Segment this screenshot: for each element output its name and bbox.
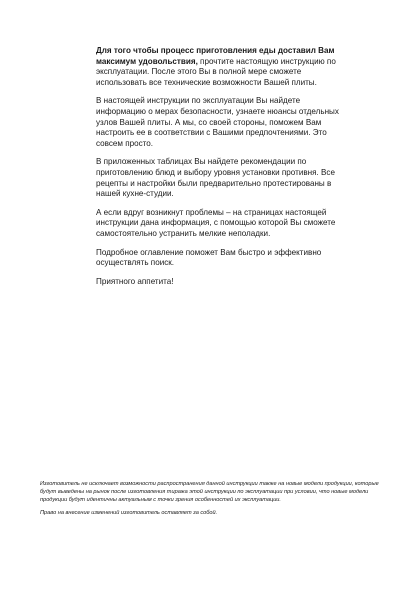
paragraph-safety: В настоящей инструкции по эксплуатации Вы найдете информацию о мерах безопасности, узнаете нюансы отдельных узлов Вашей плиты. А мы, со своей стороны, поможем Вам настроить ее в соответствии с Вашими предпочтениями. Это совсем просто. (96, 96, 339, 148)
intro-rest-text: прочтите настоящую инструкцию по эксплуатации. После этого Вы в полной мере сможете использовать все технические возможности Вашей плиты. (96, 56, 336, 87)
main-text-block (96, 46, 340, 295)
footer-notes (40, 480, 380, 522)
paragraph-contents: Подробное оглавление поможет Вам быстро и эффективно осуществлять поиск. (96, 247, 322, 268)
footnote-changes: Право на внесение изменений изготовитель оставляет за собой. (40, 510, 218, 516)
paragraph-problems: А если вдруг возникнут проблемы – на страницах настоящей инструкции дана информация, с помощью которой Вы сможете самостоятельно устранить мелкие неполадки. (96, 207, 336, 238)
paragraph-tables: В приложенных таблицах Вы найдете рекомендации по приготовлению блюд и выбору уровня установки противня. Все рецепты и настройки были предварительно протестированы в нашей кухне-студии. (96, 157, 335, 199)
intro-paragraph (96, 46, 340, 88)
footnote-applicability: Изготовитель не исключает возможности распространения данной инструкции также на новые модели продукции, которые будут выведены на рынок после изготовления тиража этой инструкции по эксплуатации при условии, что новые модели продукции будут идентичны актуальным с точки зрения особенностей их эксплуатации. (40, 481, 379, 503)
paragraph-closing: Приятного аппетита! (96, 276, 174, 286)
intro-bold-text: Для того чтобы процесс приготовления еды доставил Вам максимум удовольствия, (96, 46, 335, 66)
